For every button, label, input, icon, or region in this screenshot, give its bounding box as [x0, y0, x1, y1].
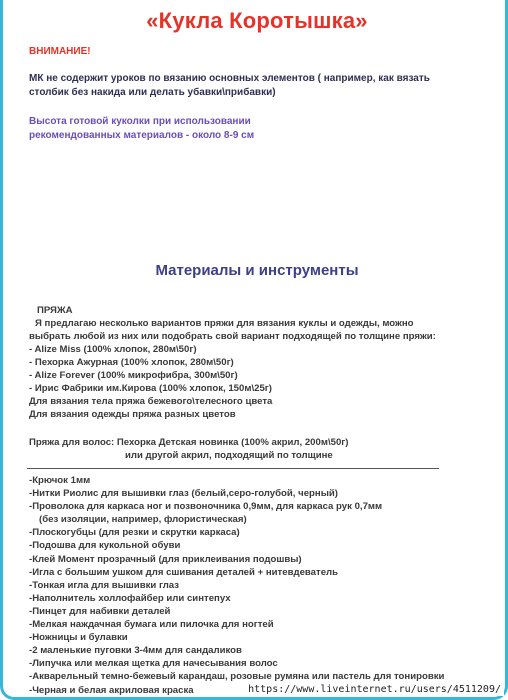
- intro-line: МК не содержит уроков по вязанию основных элементов ( например, как вязать: [29, 73, 430, 84]
- section-title: Материалы и инструменты: [155, 262, 359, 279]
- tools-item: -2 маленькие пуговки 3-4мм для сандаликов: [29, 645, 242, 657]
- tools-item: -Крючок 1мм: [29, 475, 91, 486]
- yarn-line: Для вязания одежды пряжа разных цветов: [29, 409, 236, 420]
- yarn-block: [29, 304, 505, 421]
- tools-item: -Подошва для кукольной обуви: [29, 540, 181, 552]
- watermark-url[interactable]: https://www.liveinternet.ru/users/4511209/: [245, 683, 504, 696]
- intro-paragraph: [29, 72, 499, 100]
- tools-list: [29, 474, 505, 697]
- yarn-line: выбрать любой из них или подобрать свой вариант подходящей по толщине пряжи:: [29, 331, 436, 342]
- tools-item: -Черная и белая акриловая краска: [29, 684, 194, 696]
- tools-item: -Клей Момент прозрачный (для приклеивания подошвы): [29, 553, 302, 565]
- yarn-line: Для вязания тела пряжа бежевого\телесного цвета: [29, 396, 273, 407]
- tools-item: -Тонкая игла для вышивки глаз: [29, 579, 180, 591]
- height-note-line: рекомендованных материалов - около 8-9 см: [29, 130, 255, 141]
- tools-item: -Липучка или мелкая щетка для начесывания волос: [29, 658, 278, 670]
- hair-line: или другой акрил, подходящий по толщине: [125, 450, 333, 461]
- tools-item: -Пинцет для набивки деталей: [29, 605, 171, 617]
- tools-item: (без изоляции, например, флористическая): [39, 514, 247, 526]
- yarn-line: - Alize Forever (100% микрофибра, 300м\50г): [29, 370, 238, 381]
- height-note-line: Высота готовой куколки при использовании: [29, 116, 251, 127]
- hair-yarn-block: [29, 436, 505, 462]
- yarn-line: - Пехорка Ажурная (100% хлопок, 280м\50г): [29, 357, 234, 368]
- tools-item: -Плоскогубцы (для резки и скрутки каркаса): [29, 527, 240, 539]
- tools-item: -Игла с большим ушком для сшивания деталей + нитевдеватель: [29, 566, 339, 578]
- tools-item: -Проволока для каркаса ног и позвоночника 0,9мм, для каркаса рук 0,7мм: [29, 501, 383, 513]
- document-title: «Кукла Коротышка»: [146, 8, 368, 33]
- divider: [27, 468, 439, 469]
- warning-label: ВНИМАНИЕ!: [29, 46, 91, 57]
- intro-line: столбик без накида или делать убавки\прибавки): [29, 87, 276, 98]
- yarn-line: - Ирис Фабрики им.Кирова (100% хлопок, 150м\25г): [29, 383, 272, 394]
- yarn-heading: ПРЯЖА: [37, 305, 73, 316]
- height-note: [29, 115, 499, 143]
- tools-item: -Мелкая наждачная бумага или пилочка для ногтей: [29, 619, 274, 631]
- hair-line: Пряжа для волос: Пехорка Детская новинка (100% акрил, 200м\50г): [29, 437, 349, 448]
- yarn-line: Я предлагаю несколько вариантов пряжи для вязания куклы и одежды, можно: [35, 318, 414, 329]
- tools-item: -Акварельный темно-бежевый карандаш, розовые румяна или пастель для тонировки: [29, 671, 445, 683]
- tools-item: -Ножницы и булавки: [29, 632, 128, 644]
- yarn-line: - Alize Miss (100% хлопок, 280м\50г): [29, 344, 197, 355]
- tools-item: -Наполнитель холлофайбер или синтепух: [29, 592, 231, 604]
- tools-item: -Нитки Риолис для вышивки глаз (белый,серо-голубой, черный): [29, 488, 338, 500]
